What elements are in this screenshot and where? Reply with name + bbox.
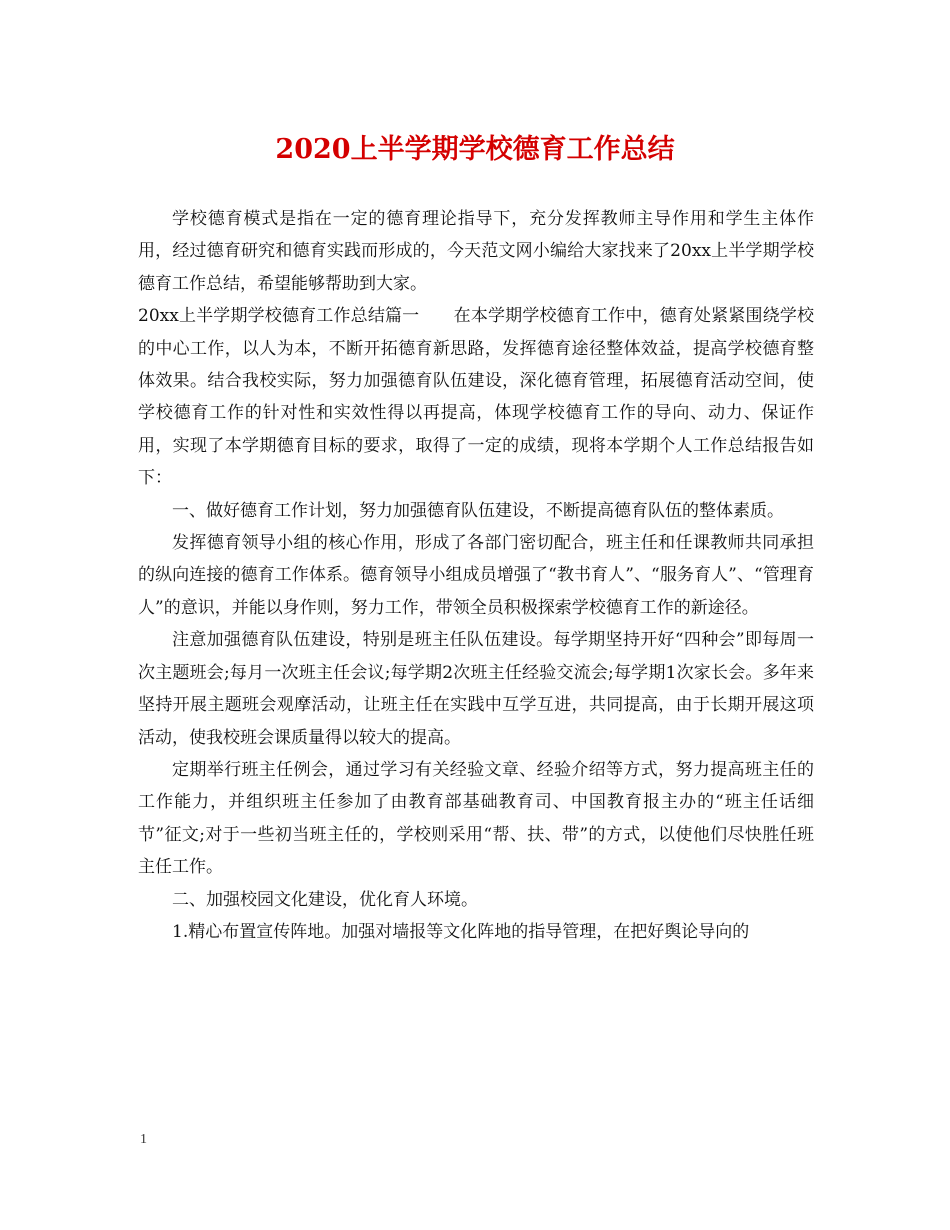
paragraph-publicity: 1.精心布置宣传阵地。加强对墙报等文化阵地的指导管理，在把好舆论导向的 [172,921,750,942]
paragraph-intro: 学校德育模式是指在一定的德育理论指导下，充分发挥教师主导作用和学生主体作用，经过德育研究和德育实践而形成的，今天范文网小编给大家找来了20xx上半学期学校德育工作总结，希望能够帮助到大家。 [138,209,814,294]
paragraph-section-one-intro: 20xx上半学期学校德育工作总结篇一 在本学期学校德育工作中，德育处紧紧围绕学校的中心工作，以人为本，不断开拓德育新思路，发挥德育途径整体效益，提高学校德育整体效果。结合我校实际，努力加强德育队伍建设，深化德育管理，拓展德育活动空间，使学校德育工作的针对性和实效性得以再提高，体现学校德育工作的导向、动力、保证作用，实现了本学期德育目标的要求，取得了一定的成绩，现将本学期个人工作总结报告如下： [138,306,814,489]
paragraph-meetings: 定期举行班主任例会，通过学习有关经验文章、经验介绍等方式，努力提高班主任的工作能力，并组织班主任参加了由教育部基础教育司、中国教育报主办的“班主任话细节”征文;对于一些初当班主任的，学校则采用“帮、扶、带”的方式，以使他们尽快胜任班主任工作。 [138,759,814,878]
page-number: 1 [140,1132,147,1147]
paragraph-leadership: 发挥德育领导小组的核心作用，形成了各部门密切配合，班主任和任课教师共同承担的纵向连接的德育工作体系。德育领导小组成员增强了“教书育人”、“服务育人”、“管理育人”的意识，并能以身作则，努力工作，带领全员积极探索学校德育工作的新途径。 [138,533,814,618]
paragraph-heading-two: 二、加强校园文化建设，优化育人环境。 [172,889,478,910]
paragraph-team-building: 注意加强德育队伍建设，特别是班主任队伍建设。每学期坚持开好“四种会”即每周一次主题班会;每月一次班主任会议;每学期2次班主任经验交流会;每学期1次家长会。多年来坚持开展主题班会观摩活动，让班主任在实践中互学互进，共同提高，由于长期开展这项活动，使我校班会课质量得以较大的提高。 [138,630,814,748]
paragraph-heading-one: 一、做好德育工作计划，努力加强德育队伍建设，不断提高德育队伍的整体素质。 [172,500,784,521]
document-title: 2020上半学期学校德育工作总结 [275,134,675,165]
document-body [138,203,814,948]
